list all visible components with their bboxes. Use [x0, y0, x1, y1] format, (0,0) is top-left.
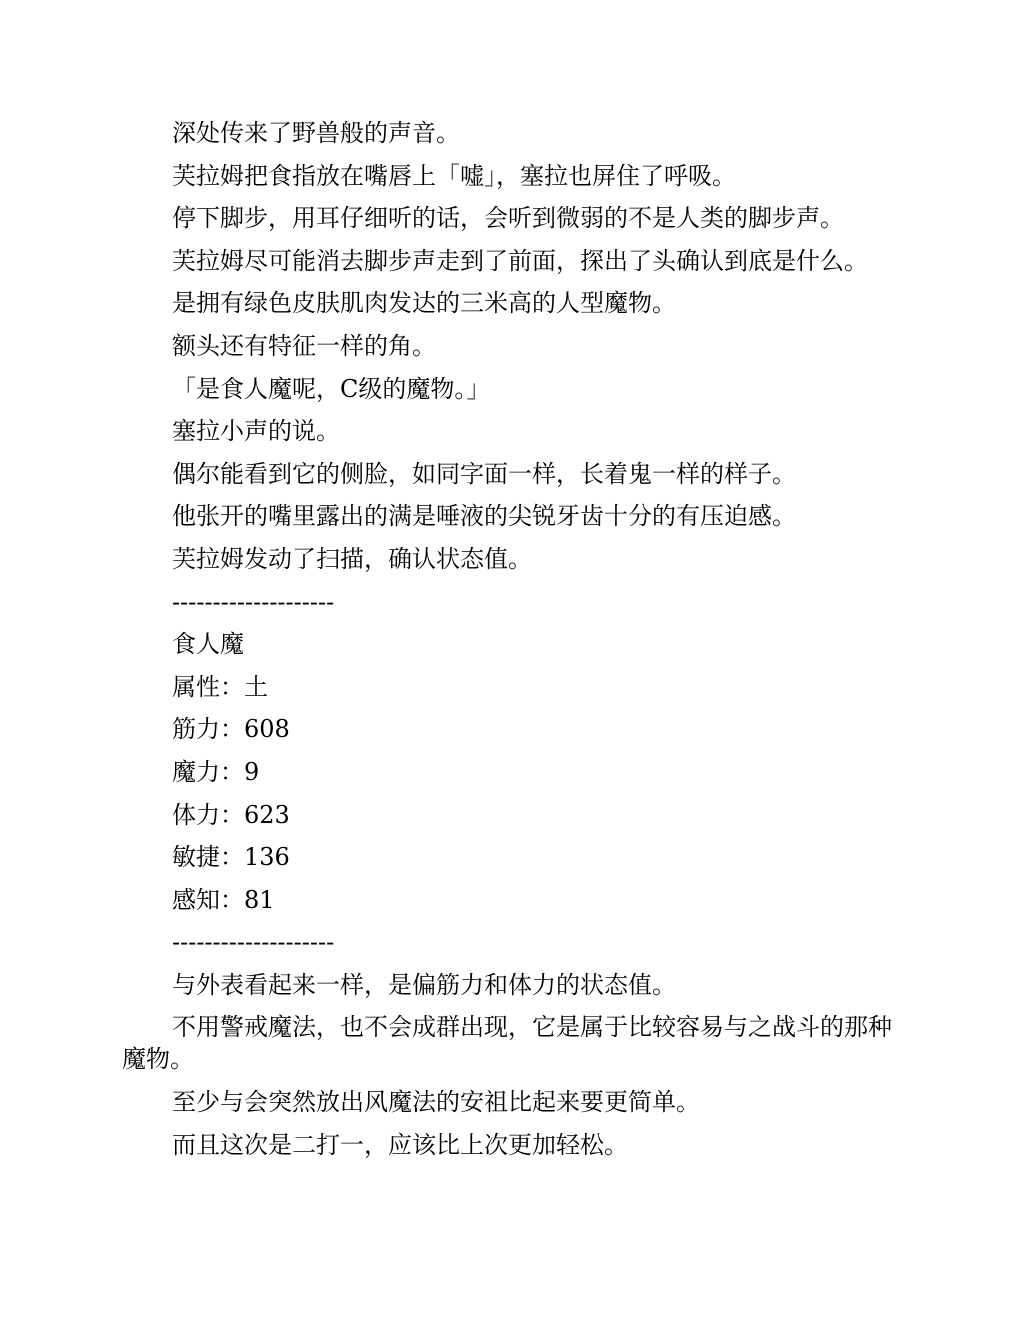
paragraph: 是拥有绿色皮肤肌肉发达的三米高的人型魔物。	[172, 289, 676, 318]
paragraph: 芙拉姆发动了扫描，确认状态值。	[172, 544, 532, 573]
paragraph: 塞拉小声的说。	[172, 417, 340, 446]
status-magic: 魔力：9	[172, 757, 260, 786]
dialogue-line: 「是食人魔呢，C级的魔物。」	[172, 374, 491, 403]
paragraph: 芙拉姆把食指放在嘴唇上「嘘」，塞拉也屏住了呼吸。	[172, 161, 736, 190]
status-agility: 敏捷：136	[172, 843, 290, 872]
paragraph: 至少与会突然放出风魔法的安祖比起来要更简单。	[172, 1088, 700, 1117]
paragraph: 深处传来了野兽般的声音。	[172, 119, 460, 147]
paragraph: 偶尔能看到它的侧脸，如同字面一样，长着鬼一样的样子。	[172, 459, 796, 488]
paragraph: 而且这次是二打一，应该比上次更加轻松。	[172, 1130, 628, 1159]
status-name: 食人魔	[172, 630, 244, 659]
divider-line: --------------------	[172, 587, 335, 616]
paragraph: 他张开的嘴里露出的满是唾液的尖锐牙齿十分的有压迫感。	[172, 502, 796, 531]
paragraph: 不用警戒魔法，也不会成群出现，它是属于比较容易与之战斗的那种魔物。	[122, 1013, 892, 1074]
divider-line: --------------------	[172, 928, 335, 957]
paragraph: 停下脚步，用耳仔细听的话，会听到微弱的不是人类的脚步声。	[172, 204, 844, 233]
status-vitality: 体力：623	[172, 800, 290, 829]
body-text	[122, 117, 902, 1171]
status-strength: 筋力：608	[172, 715, 290, 744]
paragraph: 与外表看起来一样，是偏筋力和体力的状态值。	[172, 970, 676, 999]
paragraph: 芙拉姆尽可能消去脚步声走到了前面，探出了头确认到底是什么。	[172, 246, 868, 275]
status-perception: 感知：81	[172, 885, 275, 914]
status-attribute: 属性：土	[172, 672, 268, 701]
paragraph: 额头还有特征一样的角。	[172, 331, 436, 360]
